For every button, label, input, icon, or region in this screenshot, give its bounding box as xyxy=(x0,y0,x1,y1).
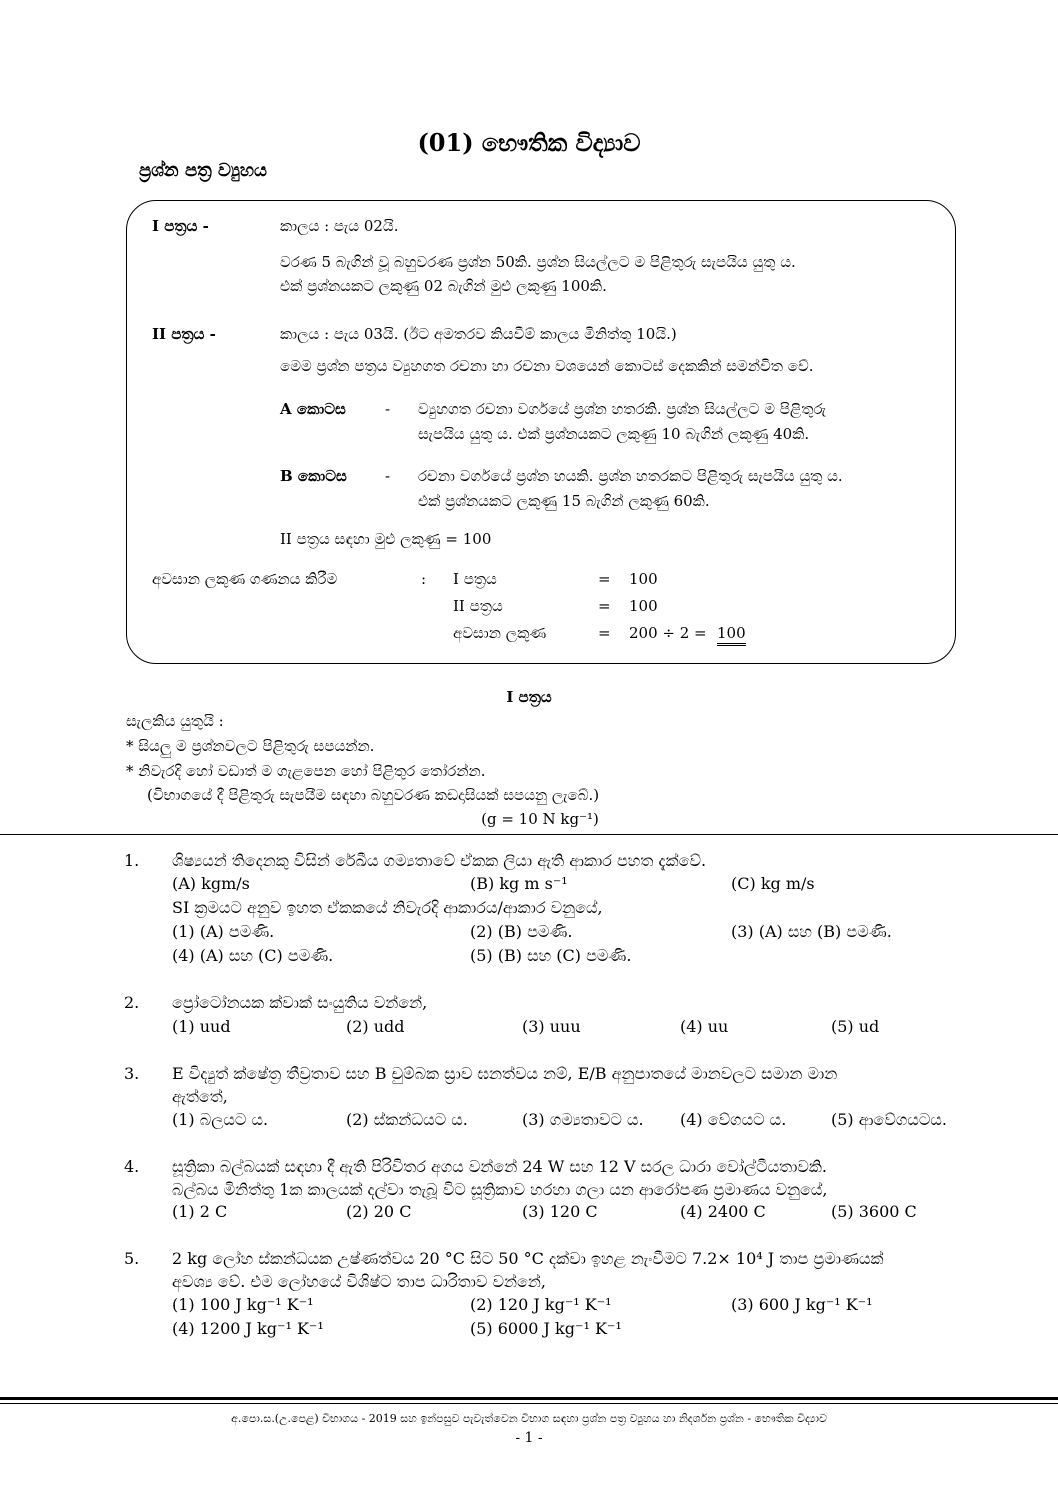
paper1-desc2: එක් ප්‍රශ්නයකට ලකුණු 02 බැගින් මුළු ලකුණු 100කි. xyxy=(280,277,607,295)
partB-dash: - xyxy=(385,467,391,485)
q1-stem: ශිෂ්‍යයන් තිදෙනකු විසින් රේඛීය ගම්‍යතාවේ ඒකක ලියා ඇති ආකාර පහත දැක්වේ. xyxy=(172,851,707,870)
q2-option-1: (1) uud xyxy=(172,1017,231,1036)
q2-option-4: (4) uu xyxy=(680,1017,729,1036)
q5-stem2: අවශ්‍ය වේ. එම ලෝහයේ විශිෂ්ට තාප ධාරිතාව වන්නේ, xyxy=(172,1272,546,1291)
final-row3-eq: = xyxy=(598,624,611,642)
footer-rule-thin xyxy=(0,1403,1058,1404)
partA-line1: ව්‍යුහගත රචනා වර්ගයේ ප්‍රශ්න හතරකි. ප්‍රශ්න සියල්ලට ම පිළිතුරු xyxy=(418,400,827,418)
q3-option-4: (4) වේගයට ය. xyxy=(680,1110,787,1129)
note-3: (විභාගයේ දී පිළිතුරු සැපයීම සඳහා බහුවරණ කඩදාසියක් සපයනු ලැබේ.) xyxy=(147,786,600,804)
q5-number: 5. xyxy=(124,1249,140,1268)
q3-number: 3. xyxy=(124,1064,140,1083)
note-1: * සියලු ම ප්‍රශ්නවලට පිළිතුරු සපයන්න. xyxy=(126,737,375,755)
paper1-heading: I පත්‍රය xyxy=(506,688,552,706)
q2-number: 2. xyxy=(124,993,140,1012)
final-row3-label: අවසාන ලකුණ xyxy=(453,624,547,642)
final-row2-eq: = xyxy=(598,597,611,615)
partA-dash: - xyxy=(385,400,391,418)
q5-option-1: (1) 100 J kg⁻¹ K⁻¹ xyxy=(172,1295,314,1314)
final-row3-val: 100 xyxy=(717,624,746,646)
q1-item-a: (A) kgm/s xyxy=(172,874,250,893)
q5-option-2: (2) 120 J kg⁻¹ K⁻¹ xyxy=(470,1295,612,1314)
final-row3-calc: 200 ÷ 2 = xyxy=(629,624,707,642)
partB-line2: එක් ප්‍රශ්නයකට ලකුණු 15 බැගින් ලකුණු 60කි. xyxy=(418,492,710,510)
paper2-total: II පත්‍රය සඳහා මුළු ලකුණු = 100 xyxy=(280,530,492,548)
paper2-time: කාලය : පැය 03යි. (ඊට අමතරව කියවීම් කාලය මිනිත්තු 10යි.) xyxy=(280,325,677,343)
q3-option-5: (5) ආවේගයටය. xyxy=(831,1110,947,1129)
paper2-desc: මෙම ප්‍රශ්න පත්‍රය ව්‍යුහගත රචනා හා රචනා වශයෙන් කොටස් දෙකකින් සමන්විත වේ. xyxy=(280,357,814,375)
q3-option-3: (3) ගම්‍යතාවට ය. xyxy=(522,1110,644,1129)
q1-option-5: (5) (B) සහ (C) පමණි. xyxy=(470,946,632,965)
paper1-desc1: වරණ 5 බැගින් වූ බහුවරණ ප්‍රශ්න 50කි. ප්‍රශ්න සියල්ලට ම පිළිතුරු සැපයිය යුතු ය. xyxy=(280,253,796,271)
q1-item-c: (C) kg m/s xyxy=(731,874,815,893)
q4-option-2: (2) 20 C xyxy=(346,1202,412,1221)
q4-option-4: (4) 2400 C xyxy=(680,1202,766,1221)
q5-option-3: (3) 600 J kg⁻¹ K⁻¹ xyxy=(731,1295,873,1314)
page-number: - 1 - xyxy=(515,1430,543,1446)
final-row1-val: 100 xyxy=(629,570,658,588)
q5-stem: 2 kg ලෝහ ස්කන්ධයක උෂ්ණත්වය 20 °C සිට 50 °C දක්වා ඉහළ නැංවීමට 7.2× 10⁴ J තාප ප්‍රමාණයක් xyxy=(172,1249,884,1268)
divider xyxy=(0,834,1058,835)
q1-option-2: (2) (B) පමණි. xyxy=(470,922,573,941)
q2-option-3: (3) uuu xyxy=(522,1017,581,1036)
final-row1-label: I පත්‍රය xyxy=(453,570,497,588)
g-value: (g = 10 N kg⁻¹) xyxy=(481,810,599,828)
final-row2-label: II පත්‍රය xyxy=(453,597,503,615)
notes-title: සැලකිය යුතුයි : xyxy=(126,712,224,730)
q1-option-4: (4) (A) සහ (C) පමණි. xyxy=(172,946,334,965)
q3-stem2: ඇත්තේ, xyxy=(172,1087,228,1106)
final-row1-eq: = xyxy=(598,570,611,588)
q1-item-b: (B) kg m s⁻¹ xyxy=(470,874,568,893)
q2-stem: ප්‍රෝටෝනයක ක්වාක් සංයුතිය වන්නේ, xyxy=(172,993,428,1012)
q1-option-3: (3) (A) සහ (B) පමණි. xyxy=(731,922,892,941)
paper2-label: II පත්‍රය - xyxy=(152,325,216,343)
page-title: (01) භෞතික විද්‍යාව xyxy=(417,128,641,157)
partB-label: B කොටස xyxy=(280,467,347,485)
final-mark-colon: : xyxy=(421,570,427,588)
q3-option-1: (1) බලයට ය. xyxy=(172,1110,269,1129)
paper1-label: I පත්‍රය - xyxy=(152,217,209,235)
q4-stem: සූත්‍රිකා බල්බයක් සඳහා දී ඇති පිරිවිතර අගය වන්නේ 24 W සහ 12 V සරල ධාරා වෝල්ටීයතාවකි. xyxy=(172,1157,827,1176)
partA-label: A කොටස xyxy=(280,400,346,418)
partB-line1: රචනා වර්ගයේ ප්‍රශ්න හයකි. ප්‍රශ්න හතරකට පිළිතුරු සැපයිය යුතු ය. xyxy=(418,467,843,485)
q5-option-5: (5) 6000 J kg⁻¹ K⁻¹ xyxy=(470,1319,622,1338)
q1-option-1: (1) (A) පමණි. xyxy=(172,922,275,941)
partA-line2: සැපයිය යුතු ය. එක් ප්‍රශ්නයකට ලකුණු 10 බැගින් ලකුණු 40කි. xyxy=(418,425,810,443)
paper1-time: කාලය : පැය 02යි. xyxy=(280,217,399,235)
final-row2-val: 100 xyxy=(629,597,658,615)
q4-option-1: (1) 2 C xyxy=(172,1202,228,1221)
q5-option-4: (4) 1200 J kg⁻¹ K⁻¹ xyxy=(172,1319,324,1338)
note-2: * නිවැරදි හෝ වඩාත් ම ගැළපෙන හෝ පිළිතුර තෝරන්න. xyxy=(126,762,486,780)
final-mark-label: අවසාන ලකුණ ගණනය කිරීම xyxy=(152,570,338,588)
section-subtitle: ප්‍රශ්න පත්‍ර ව්‍යුහය xyxy=(139,160,268,181)
q3-option-2: (2) ස්කන්ධයට ය. xyxy=(346,1110,468,1129)
footer-text: අ.පො.ස.(උ.පෙළ) විභාගය - 2019 සහ ඉන්පසුව පැවැත්වෙන විභාග සඳහා ප්‍රශ්න පත්‍ර ව්‍යුහය හා නිදර්ශන ප්‍රශ්න - භෞතික විද්‍යාව xyxy=(231,1412,827,1425)
q4-option-3: (3) 120 C xyxy=(522,1202,598,1221)
q4-stem2: බල්බය මිනිත්තු 1ක කාලයක් දල්වා තැබූ විට සූත්‍රිකාව හරහා ගලා යන ආරෝපණ ප්‍රමාණය වනුයේ, xyxy=(172,1180,828,1199)
q2-option-2: (2) udd xyxy=(346,1017,405,1036)
footer-rule-thick xyxy=(0,1397,1058,1400)
q1-number: 1. xyxy=(124,851,140,870)
q4-number: 4. xyxy=(124,1157,140,1176)
q3-stem: E විද්‍යුත් ක්ෂේත්‍ර තීව්‍රතාව සහ B චුම්බක ස්‍රාව ඝනත්වය නම්, E/B අනුපාතයේ මානවලට සමාන මාන xyxy=(172,1064,838,1083)
q1-stem2: SI ක්‍රමයට අනුව ඉහත ඒකකයේ නිවැරදි ආකාරය/ආකාර වනුයේ, xyxy=(172,898,603,917)
q2-option-5: (5) ud xyxy=(831,1017,880,1036)
q4-option-5: (5) 3600 C xyxy=(831,1202,917,1221)
